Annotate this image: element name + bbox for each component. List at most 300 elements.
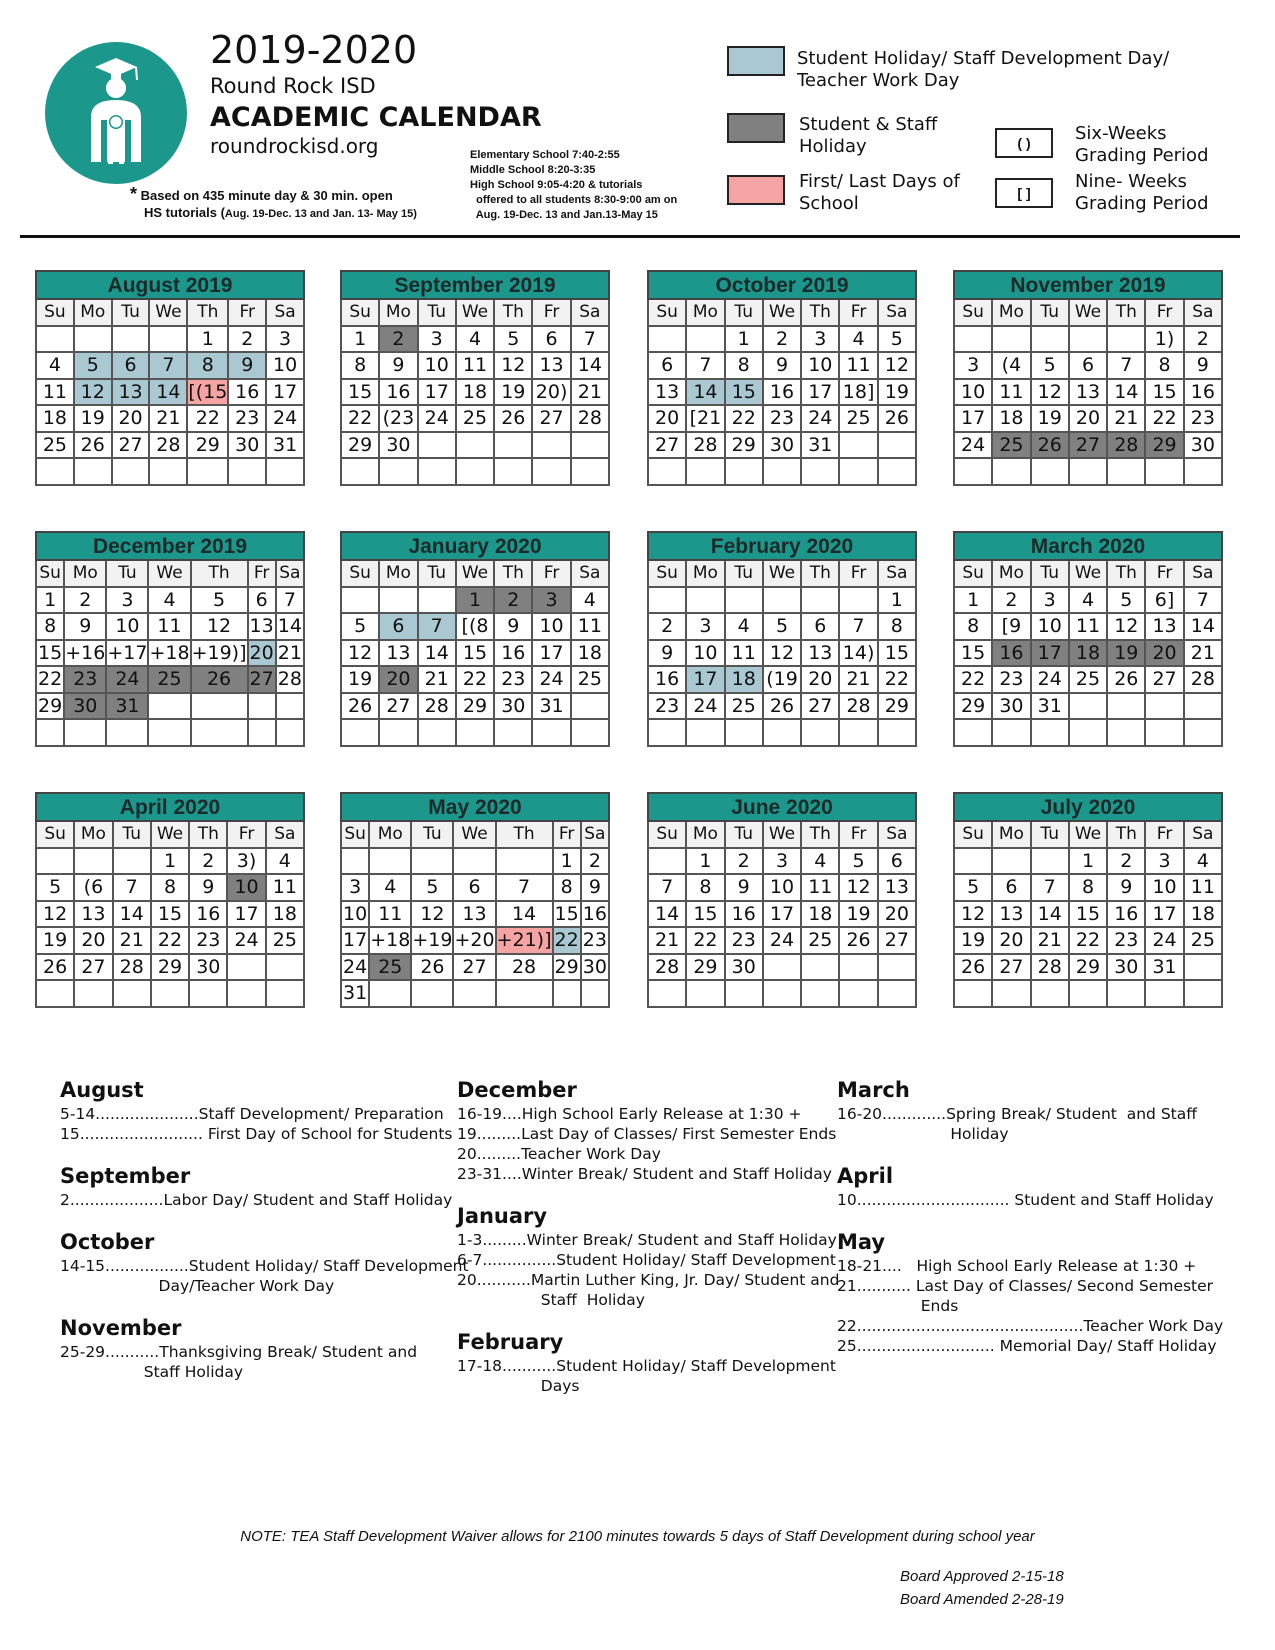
day-cell: 29 — [726, 433, 764, 460]
day-cell: 5 — [840, 849, 878, 876]
board-amended: Board Amended 2-28-19 — [900, 1591, 1064, 1608]
empty-day-cell — [419, 588, 457, 615]
day-cell: 28 — [114, 955, 152, 982]
event-line: 16-20.............Spring Break/ Student and Staff — [837, 1105, 1197, 1123]
day-cell: 19 — [342, 667, 380, 694]
day-cell: 11 — [572, 614, 610, 641]
day-cell: 7 — [572, 327, 610, 354]
school-hours — [470, 148, 677, 223]
day-cell: 18 — [267, 902, 305, 929]
weekday-header: Mo — [370, 822, 412, 849]
event-month-heading: September — [60, 1164, 191, 1188]
legend-label-dark-gray: Student & Staff Holiday — [799, 114, 938, 157]
day-cell: 4 — [267, 849, 305, 876]
empty-day-cell — [277, 720, 305, 747]
header-divider — [20, 235, 1240, 238]
day-cell: 1) — [1146, 327, 1184, 354]
weekday-header: Tu — [1032, 300, 1070, 327]
day-cell: 4 — [149, 588, 191, 615]
weekday-header: Tu — [113, 300, 151, 327]
day-cell: 15 — [879, 641, 917, 668]
day-cell: +21)] — [497, 928, 554, 955]
note-star: * — [130, 184, 138, 204]
day-cell: 22 — [457, 667, 495, 694]
empty-day-cell — [764, 955, 802, 982]
empty-day-cell — [1185, 459, 1223, 486]
day-cell: 28 — [840, 694, 878, 721]
day-cell: 22 — [687, 928, 725, 955]
day-cell: 9 — [582, 875, 610, 902]
weekday-header: Su — [649, 300, 687, 327]
day-cell: 6 — [993, 875, 1031, 902]
event-line: 20.........Teacher Work Day — [457, 1145, 661, 1163]
day-cell: 4 — [802, 849, 840, 876]
empty-day-cell — [649, 588, 687, 615]
day-cell: 1 — [152, 849, 190, 876]
empty-day-cell — [1146, 981, 1184, 1008]
weekday-header: Fr — [1146, 561, 1184, 588]
day-cell: 21 — [1108, 406, 1146, 433]
day-cell: 17 — [228, 902, 266, 929]
day-cell: 23 — [495, 667, 533, 694]
weekday-header: Th — [192, 561, 249, 588]
month-title: September 2019 — [340, 270, 610, 300]
empty-day-cell — [277, 694, 305, 721]
empty-day-cell — [572, 433, 610, 460]
event-month-heading: November — [60, 1316, 182, 1340]
weekday-header: Th — [802, 561, 840, 588]
weekday-header: We — [149, 561, 191, 588]
legend-label-nine-weeks: Nine- Weeks Grading Period — [1075, 171, 1209, 214]
day-cell: 1 — [37, 588, 65, 615]
empty-day-cell — [370, 849, 412, 876]
day-cell: 29 — [554, 955, 582, 982]
day-cell: 23 — [190, 928, 228, 955]
legend-symbol-six-weeks: ( ) — [995, 128, 1053, 158]
hours-line: Middle School 8:20-3:35 — [470, 164, 596, 176]
empty-day-cell — [726, 459, 764, 486]
weekday-header: Mo — [687, 561, 725, 588]
day-cell: 29 — [342, 433, 380, 460]
day-cell: 13 — [533, 353, 571, 380]
day-cell: 22 — [342, 406, 380, 433]
day-cell: 7 — [1032, 875, 1070, 902]
legend-label-light-blue: Student Holiday/ Staff Development Day/ Teacher Work Day — [797, 48, 1170, 91]
legend-symbol-nine-weeks: [ ] — [995, 178, 1053, 208]
day-cell: 14 — [572, 353, 610, 380]
day-cell: 13 — [1070, 380, 1108, 407]
day-cell: 20 — [993, 928, 1031, 955]
empty-day-cell — [764, 588, 802, 615]
day-cell: 10 — [342, 902, 370, 929]
day-cell: 7 — [277, 588, 305, 615]
day-cell: 14) — [840, 641, 878, 668]
weekday-header: Su — [37, 822, 75, 849]
event-line: 14-15.................Student Holiday/ Staff Development — [60, 1257, 469, 1275]
empty-day-cell — [497, 981, 554, 1008]
day-cell: 9 — [1108, 875, 1146, 902]
day-cell: 14 — [1108, 380, 1146, 407]
day-cell: 25 — [149, 667, 191, 694]
weekday-header: Fr — [840, 561, 878, 588]
day-cell: 1 — [879, 588, 917, 615]
day-cell: 8 — [342, 353, 380, 380]
day-cell: 2 — [229, 327, 267, 354]
empty-day-cell — [955, 849, 993, 876]
month-calendar — [340, 792, 610, 1008]
day-cell: 5 — [342, 614, 380, 641]
day-cell: 24 — [533, 667, 571, 694]
weekday-header: Mo — [75, 300, 113, 327]
event-line: Day/Teacher Work Day — [60, 1277, 335, 1295]
weekday-header: Fr — [554, 822, 582, 849]
day-cell: 26 — [412, 955, 454, 982]
day-cell: 30 — [380, 433, 418, 460]
empty-day-cell — [1185, 981, 1223, 1008]
day-cell: 5 — [764, 614, 802, 641]
day-cell: 15 — [554, 902, 582, 929]
weekday-header: Sa — [267, 822, 305, 849]
day-cell: 23 — [993, 667, 1031, 694]
day-cell: 20 — [75, 928, 113, 955]
empty-day-cell — [554, 981, 582, 1008]
month-calendar — [340, 270, 610, 486]
day-cell: 30 — [1185, 433, 1223, 460]
empty-day-cell — [412, 981, 454, 1008]
day-cell: 19 — [1108, 641, 1146, 668]
empty-day-cell — [1185, 955, 1223, 982]
empty-day-cell — [249, 694, 277, 721]
day-cell: 31 — [802, 433, 840, 460]
day-cell: 3) — [228, 849, 266, 876]
event-month-heading: February — [457, 1330, 564, 1354]
day-cell: 21 — [840, 667, 878, 694]
page-title: ACADEMIC CALENDAR — [210, 102, 542, 133]
day-cell: 15 — [955, 641, 993, 668]
day-cell: 16 — [495, 641, 533, 668]
day-cell: 24 — [419, 406, 457, 433]
hours-line: offered to all students 8:30-9:00 am on — [470, 194, 678, 206]
empty-day-cell — [955, 981, 993, 1008]
event-line: 22..............................................Teacher Work Day — [837, 1317, 1224, 1335]
day-cell: 24 — [764, 928, 802, 955]
day-cell: (19 — [764, 667, 802, 694]
day-cell: 31 — [267, 433, 305, 460]
empty-day-cell — [955, 459, 993, 486]
day-cell: 20 — [249, 641, 277, 668]
day-cell: 6 — [1070, 353, 1108, 380]
empty-day-cell — [802, 459, 840, 486]
weekday-header: Th — [802, 822, 840, 849]
empty-day-cell — [150, 327, 188, 354]
day-cell: 17 — [533, 641, 571, 668]
empty-day-cell — [192, 720, 249, 747]
empty-day-cell — [879, 433, 917, 460]
empty-day-cell — [419, 433, 457, 460]
empty-day-cell — [37, 327, 75, 354]
empty-day-cell — [457, 720, 495, 747]
day-cell: 20 — [113, 406, 151, 433]
day-cell: 24 — [267, 406, 305, 433]
day-cell: 27 — [1070, 433, 1108, 460]
event-line: 19.........Last Day of Classes/ First Semester Ends — [457, 1125, 837, 1143]
day-cell: 26 — [495, 406, 533, 433]
day-cell: 21 — [277, 641, 305, 668]
footer-note: NOTE: TEA Staff Development Waiver allows for 2100 minutes towards 5 days of Staff Development during school year — [240, 1528, 1035, 1545]
district-logo — [45, 42, 187, 184]
legend-label-pink: First/ Last Days of School — [799, 171, 960, 214]
legend-swatch-dark-gray — [727, 113, 785, 143]
day-cell: 13 — [649, 380, 687, 407]
empty-day-cell — [454, 849, 496, 876]
day-cell: 16 — [1185, 380, 1223, 407]
event-line: 20...........Martin Luther King, Jr. Day/ Student and — [457, 1271, 840, 1289]
empty-day-cell — [955, 327, 993, 354]
day-cell: 18 — [572, 641, 610, 668]
day-cell: 8 — [1146, 353, 1184, 380]
day-cell: 3 — [802, 327, 840, 354]
day-cell: 15 — [726, 380, 764, 407]
day-cell: 30 — [229, 433, 267, 460]
empty-day-cell — [1032, 849, 1070, 876]
day-cell: 11 — [37, 380, 75, 407]
event-month-heading: January — [457, 1204, 548, 1228]
day-cell: 10 — [419, 353, 457, 380]
day-cell: 23 — [726, 928, 764, 955]
month-title: February 2020 — [647, 531, 917, 561]
day-cell: 10 — [1032, 614, 1070, 641]
weekday-header: Tu — [419, 300, 457, 327]
month-title: May 2020 — [340, 792, 610, 822]
empty-day-cell — [113, 459, 151, 486]
day-cell: 12 — [840, 875, 878, 902]
day-cell: 1 — [457, 588, 495, 615]
day-cell: 30 — [764, 433, 802, 460]
empty-day-cell — [114, 849, 152, 876]
day-cell: 28 — [150, 433, 188, 460]
month-title: October 2019 — [647, 270, 917, 300]
day-cell: 13 — [993, 902, 1031, 929]
day-cell: 13 — [113, 380, 151, 407]
empty-day-cell — [802, 981, 840, 1008]
empty-day-cell — [457, 433, 495, 460]
day-cell: 18 — [1070, 641, 1108, 668]
month-days-grid — [340, 300, 610, 486]
day-cell: 25 — [726, 694, 764, 721]
day-cell: 1 — [342, 327, 380, 354]
day-cell: 18] — [840, 380, 878, 407]
event-month-heading: October — [60, 1230, 155, 1254]
day-cell: 2 — [726, 849, 764, 876]
day-cell: 27 — [802, 694, 840, 721]
empty-day-cell — [649, 327, 687, 354]
day-cell: 9 — [190, 875, 228, 902]
day-cell: 8 — [687, 875, 725, 902]
weekday-header: We — [764, 822, 802, 849]
day-cell: 17 — [764, 902, 802, 929]
day-cell: 28 — [497, 955, 554, 982]
month-days-grid — [340, 561, 610, 747]
day-cell: 29 — [152, 955, 190, 982]
empty-day-cell — [188, 459, 229, 486]
day-cell: +16 — [65, 641, 107, 668]
empty-day-cell — [840, 981, 878, 1008]
empty-day-cell — [1185, 694, 1223, 721]
month-days-grid — [35, 300, 305, 486]
weekday-header: We — [457, 300, 495, 327]
weekday-header: Fr — [840, 300, 878, 327]
day-cell: 12 — [37, 902, 75, 929]
empty-day-cell — [879, 981, 917, 1008]
day-cell: 3 — [1032, 588, 1070, 615]
weekday-header: Th — [188, 300, 229, 327]
day-cell: 26 — [955, 955, 993, 982]
weekday-header: Th — [497, 822, 554, 849]
day-cell: 6 — [113, 353, 151, 380]
weekday-header: Mo — [75, 822, 113, 849]
day-cell: 28 — [649, 955, 687, 982]
month-days-grid — [953, 822, 1223, 1008]
day-cell: 25 — [457, 406, 495, 433]
weekday-header: Su — [37, 300, 75, 327]
day-cell: 14 — [419, 641, 457, 668]
empty-day-cell — [1185, 720, 1223, 747]
empty-day-cell — [764, 981, 802, 1008]
day-cell: 23 — [1108, 928, 1146, 955]
day-cell: 25 — [1185, 928, 1223, 955]
empty-day-cell — [993, 327, 1031, 354]
day-cell: 16 — [190, 902, 228, 929]
day-cell: 12 — [955, 902, 993, 929]
day-cell: 15 — [1070, 902, 1108, 929]
event-line: Days — [457, 1377, 580, 1395]
month-calendar — [953, 792, 1223, 1008]
event-month-heading: December — [457, 1078, 577, 1102]
weekday-header: Fr — [533, 561, 571, 588]
day-cell: 29 — [1146, 433, 1184, 460]
day-cell: 21 — [114, 928, 152, 955]
month-calendar — [647, 792, 917, 1008]
day-cell: 13 — [75, 902, 113, 929]
weekday-header: Su — [649, 822, 687, 849]
day-cell: 9 — [764, 353, 802, 380]
day-cell: 25 — [267, 928, 305, 955]
day-cell: 4 — [457, 327, 495, 354]
event-line: Staff Holiday — [457, 1291, 645, 1309]
day-cell: 28 — [687, 433, 725, 460]
day-cell: 2 — [1108, 849, 1146, 876]
day-cell: 6 — [802, 614, 840, 641]
event-line: 1-3.........Winter Break/ Student and Staff Holiday — [457, 1231, 837, 1249]
day-cell: 3 — [687, 614, 725, 641]
empty-day-cell — [190, 981, 228, 1008]
empty-day-cell — [1146, 459, 1184, 486]
weekday-header: Tu — [726, 822, 764, 849]
day-cell: 30 — [993, 694, 1031, 721]
day-cell: 9 — [65, 614, 107, 641]
day-cell: 5 — [37, 875, 75, 902]
event-month-heading: April — [837, 1164, 894, 1188]
month-calendar — [35, 792, 305, 1008]
empty-day-cell — [229, 459, 267, 486]
weekday-header: Su — [342, 300, 380, 327]
day-cell: 10 — [267, 353, 305, 380]
day-cell: 6 — [533, 327, 571, 354]
day-cell: 5 — [495, 327, 533, 354]
month-title: April 2020 — [35, 792, 305, 822]
hours-line: Aug. 19-Dec. 13 and Jan.13-May 15 — [470, 209, 658, 221]
empty-day-cell — [572, 720, 610, 747]
empty-day-cell — [380, 588, 418, 615]
day-cell: 30 — [1108, 955, 1146, 982]
empty-day-cell — [495, 433, 533, 460]
weekday-header: Fr — [533, 300, 571, 327]
day-cell: 27 — [533, 406, 571, 433]
day-cell: 15 — [1146, 380, 1184, 407]
day-cell: 26 — [1032, 433, 1070, 460]
day-cell: 19 — [37, 928, 75, 955]
event-line: 10............................... Student and Staff Holiday — [837, 1191, 1214, 1209]
day-cell: 27 — [993, 955, 1031, 982]
empty-day-cell — [192, 694, 249, 721]
day-cell: 7 — [150, 353, 188, 380]
month-title: June 2020 — [647, 792, 917, 822]
day-cell: 28 — [1032, 955, 1070, 982]
day-cell: 9 — [380, 353, 418, 380]
weekday-header: Tu — [412, 822, 454, 849]
empty-day-cell — [840, 588, 878, 615]
weekday-header: We — [454, 822, 496, 849]
day-cell: 17 — [342, 928, 370, 955]
month-days-grid — [647, 561, 917, 747]
weekday-header: Tu — [419, 561, 457, 588]
day-cell: 16 — [229, 380, 267, 407]
day-cell: 4 — [572, 588, 610, 615]
minutes-note — [130, 186, 417, 223]
day-cell: 23 — [764, 406, 802, 433]
day-cell: 12 — [412, 902, 454, 929]
day-cell: 17 — [802, 380, 840, 407]
day-cell: 20) — [533, 380, 571, 407]
day-cell: 11 — [267, 875, 305, 902]
empty-day-cell — [75, 459, 113, 486]
weekday-header: Sa — [879, 822, 917, 849]
day-cell: 3 — [533, 588, 571, 615]
month-title: November 2019 — [953, 270, 1223, 300]
day-cell: 3 — [107, 588, 149, 615]
day-cell: 14 — [687, 380, 725, 407]
day-cell: 22 — [879, 667, 917, 694]
empty-day-cell — [495, 720, 533, 747]
day-cell: 21 — [649, 928, 687, 955]
day-cell: 29 — [457, 694, 495, 721]
empty-day-cell — [75, 981, 113, 1008]
event-line: 21........... Last Day of Classes/ Second Semester — [837, 1277, 1214, 1295]
empty-day-cell — [840, 433, 878, 460]
day-cell: 5 — [1032, 353, 1070, 380]
weekday-header: Th — [495, 561, 533, 588]
day-cell: 9 — [726, 875, 764, 902]
day-cell: 26 — [75, 433, 113, 460]
day-cell: 17 — [955, 406, 993, 433]
empty-day-cell — [802, 588, 840, 615]
month-days-grid — [35, 561, 305, 747]
day-cell: 4 — [370, 875, 412, 902]
empty-day-cell — [533, 459, 571, 486]
empty-day-cell — [37, 981, 75, 1008]
day-cell: 3 — [1146, 849, 1184, 876]
day-cell: 20 — [380, 667, 418, 694]
